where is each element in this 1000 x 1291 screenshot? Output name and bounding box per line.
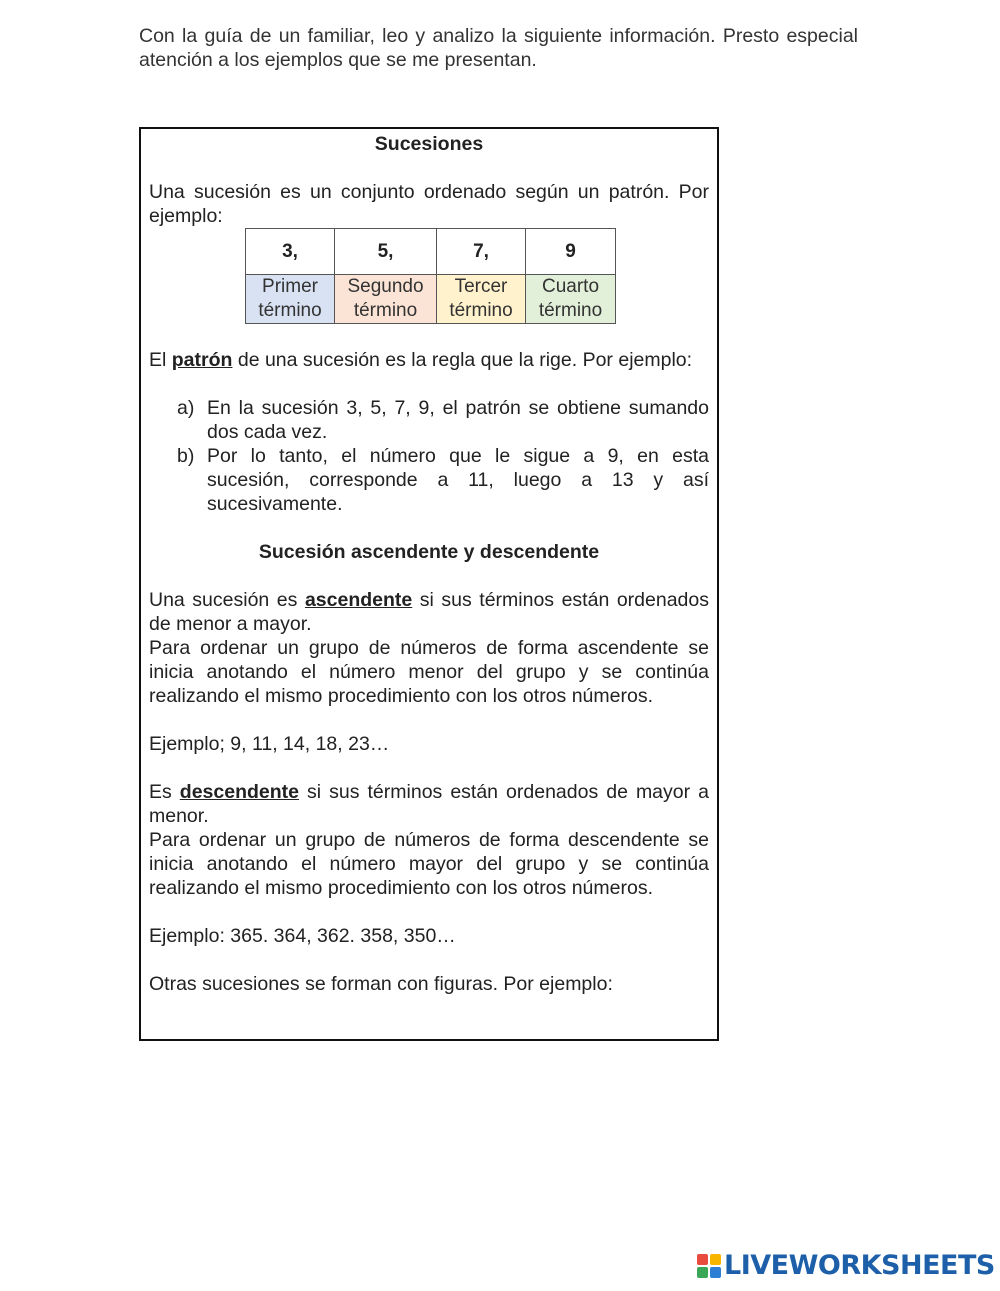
definition-text: Una sucesión es un conjunto ordenado según un patrón. Por ejemplo: — [149, 181, 709, 227]
descending-keyword: descendente — [179, 781, 300, 803]
term-label: término — [353, 300, 418, 321]
pattern-post: de una sucesión es la regla que la rige. Por ejemplo: — [232, 349, 693, 371]
table-term-4 — [526, 275, 616, 324]
intro-text: Con la guía de un familiar, leo y analizo la siguiente información. Presto especial atención a los ejemplos que se me presentan. — [139, 25, 858, 71]
term-word: Segundo — [347, 276, 424, 297]
descending-procedure: Para ordenar un grupo de números de forma descendente se inicia anotando el número mayor del grupo y se continúa realizando el mismo procedimiento con los otros números. — [149, 829, 709, 899]
list-text: Por lo tanto, el número que le sigue a 9, en esta sucesión, corresponde a 11, luego a 13 y así sucesivamente. — [207, 445, 709, 515]
logo-square — [697, 1267, 708, 1278]
figures-text: Otras sucesiones se forman con figuras. Por ejemplo: — [149, 973, 613, 995]
pattern-pre: El — [149, 349, 172, 371]
example-list — [149, 396, 709, 516]
term-label: término — [538, 300, 603, 321]
ascending-definition — [149, 588, 709, 636]
term-label: término — [258, 300, 322, 321]
pattern-text — [149, 348, 709, 372]
list-item — [177, 444, 709, 516]
logo-square — [697, 1254, 708, 1265]
info-box — [139, 127, 719, 1041]
ascending-pre: Una sucesión es — [149, 589, 305, 611]
ascending-post: si sus términos están ordenados de menor a mayor. — [149, 589, 709, 635]
list-marker: b) — [177, 445, 195, 467]
liveworksheets-logo — [697, 1250, 995, 1281]
table-number-2: 5, — [335, 229, 437, 275]
term-word: Tercer — [454, 276, 508, 297]
table-number-1: 3, — [246, 229, 335, 275]
descending-definition — [149, 780, 709, 828]
list-item — [177, 396, 709, 444]
ascending-keyword: ascendente — [304, 589, 413, 611]
list-marker: a) — [177, 397, 195, 419]
term-label: término — [449, 300, 513, 321]
logo-text: LIVEWORKSHEETS — [724, 1250, 995, 1281]
logo-square — [710, 1267, 721, 1278]
ascending-procedure: Para ordenar un grupo de números de forma ascendente se inicia anotando el número menor del grupo y se continúa realizando el mismo procedimiento con los otros números. — [149, 637, 709, 707]
pattern-keyword: patrón — [171, 349, 233, 371]
term-word: Primer — [262, 276, 318, 297]
list-text: En la sucesión 3, 5, 7, 9, el patrón se obtiene sumando dos cada vez. — [207, 397, 709, 443]
table-term-1 — [246, 275, 335, 324]
descending-pre: Es — [149, 781, 180, 803]
sequence-table — [245, 228, 616, 324]
section-subtitle: Sucesión ascendente y descendente — [258, 541, 600, 563]
ascending-example: Ejemplo; 9, 11, 14, 18, 23… — [149, 733, 390, 755]
table-number-4: 9 — [526, 229, 616, 275]
table-term-2 — [335, 275, 437, 324]
box-title: Sucesiones — [374, 133, 484, 155]
descending-example: Ejemplo: 365. 364, 362. 358, 350… — [149, 925, 456, 947]
descending-post: si sus términos están ordenados de mayor a menor. — [149, 781, 709, 827]
logo-icon — [697, 1254, 721, 1278]
table-term-3 — [437, 275, 526, 324]
term-word: Cuarto — [541, 276, 600, 297]
table-number-3: 7, — [437, 229, 526, 275]
logo-square — [710, 1254, 721, 1265]
